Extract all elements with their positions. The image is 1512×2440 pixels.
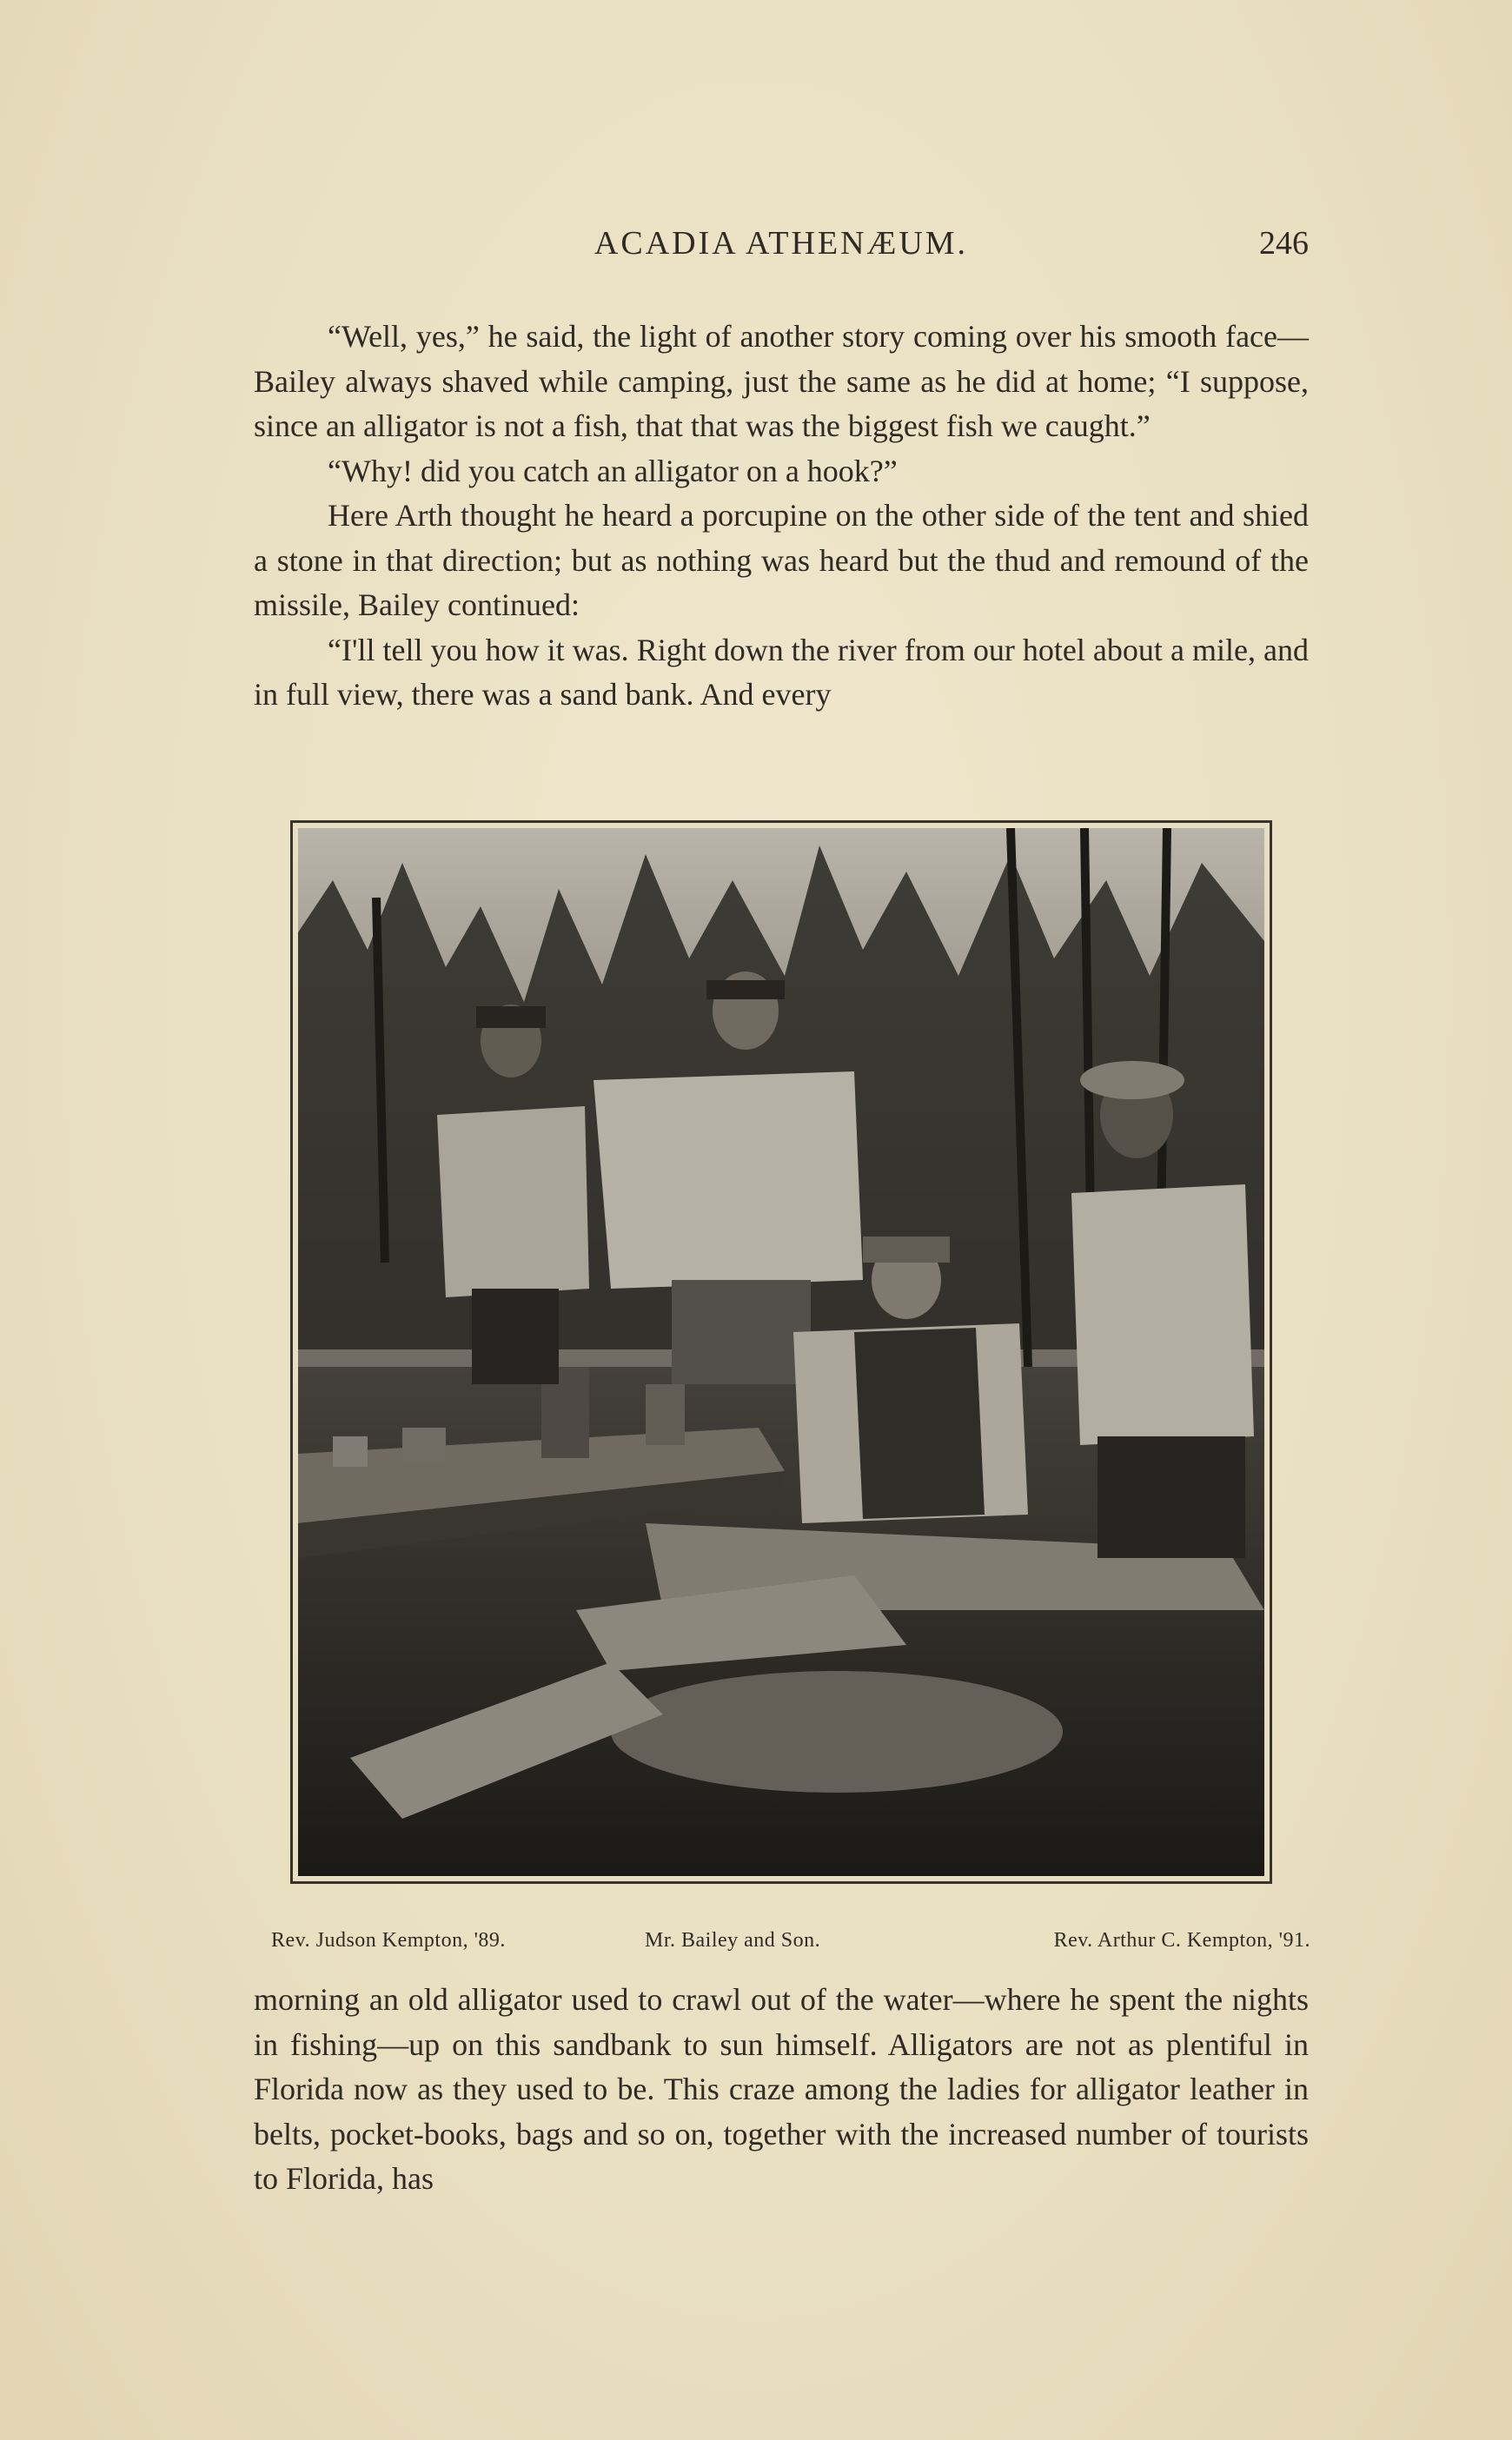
photo-frame [290,820,1272,1884]
page-number: 246 [1259,225,1309,262]
paragraph: Here Arth thought he heard a porcupine on the other side of the tent and shied a stone in that direction; but as nothing was heard but the thud and remound of the missile, Bailey continued: [254,498,1309,622]
caption-center: Mr. Bailey and Son. [645,1929,821,1952]
paragraph: morning an old alligator used to crawl out of the water—where he spent the nights in fishing—up on this sandbank to sun himself. Alligators are not as plentiful in Florida now as they used to be. This craze among the ladies for alligator leather in belts, pocket-books, bags and so on, together with the increased number of tourists to Florida, has [254,1982,1309,2196]
page-header [254,224,1309,276]
body-text-bottom [254,1978,1309,2202]
campsite-photograph-icon [298,828,1264,1876]
photo-captions [271,1929,1310,1964]
paragraph: “I'll tell you how it was. Right down the river from our hotel about a mile, and in full view, there was a sand bank. And every [254,632,1309,712]
paragraph: “Why! did you catch an alligator on a hook?” [328,453,898,488]
caption-right: Rev. Arthur C. Kempton, '91. [1053,1929,1310,1952]
body-text-top [254,315,1309,718]
running-title: ACADIA ATHENÆUM. [594,225,969,262]
caption-left: Rev. Judson Kempton, '89. [271,1929,506,1952]
paragraph: “Well, yes,” he said, the light of another story coming over his smooth face—Bailey always shaved while camping, just the same as he did at home; “I suppose, since an alligator is not a fish, that that was the biggest fish we caught.” [254,319,1309,443]
